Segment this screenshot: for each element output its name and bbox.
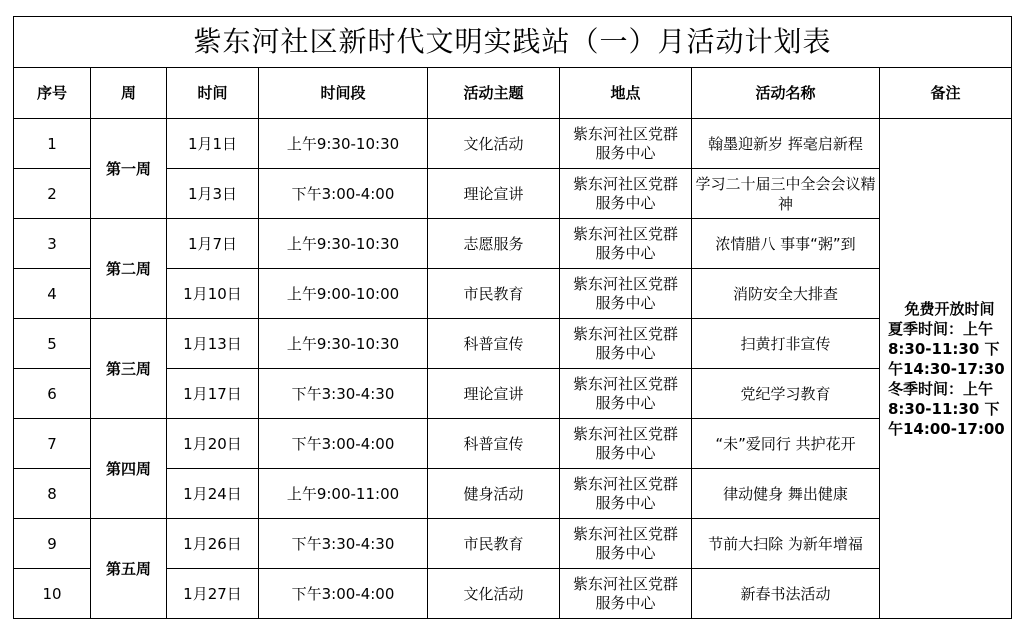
location-line: 紫东河社区党群 — [572, 224, 678, 243]
theme-cell: 文化活动 — [428, 569, 560, 619]
location-line: 紫东河社区党群 — [572, 174, 678, 193]
theme-cell: 科普宣传 — [428, 319, 560, 369]
location-line: 服务中心 — [595, 393, 656, 412]
time-slot-cell: 下午3:30-4:30 — [259, 519, 428, 569]
location-cell — [560, 219, 692, 269]
activity-name-cell: 律动健身 舞出健康 — [692, 469, 880, 519]
location-cell — [560, 169, 692, 219]
theme-cell: 理论宣讲 — [428, 169, 560, 219]
location-cell — [560, 469, 692, 519]
time-slot-cell: 上午9:00-10:00 — [259, 269, 428, 319]
row-number: 10 — [14, 569, 91, 619]
location-line: 服务中心 — [595, 193, 656, 212]
activity-name-cell: 节前大扫除 为新年增福 — [692, 519, 880, 569]
theme-cell: 理论宣讲 — [428, 369, 560, 419]
remarks-line: 午14:30-17:30 — [888, 359, 1005, 378]
column-header: 活动主题 — [428, 68, 560, 119]
location-line: 紫东河社区党群 — [572, 524, 678, 543]
theme-cell: 志愿服务 — [428, 219, 560, 269]
date-cell: 1月26日 — [167, 519, 259, 569]
time-slot-cell: 下午3:00-4:00 — [259, 569, 428, 619]
activity-name-cell: 学习二十届三中全会会议精神 — [692, 169, 880, 219]
row-number: 5 — [14, 319, 91, 369]
theme-cell: 市民教育 — [428, 519, 560, 569]
remarks-line: 8:30-11:30 下 — [888, 339, 1000, 358]
location-line: 服务中心 — [595, 143, 656, 162]
location-line: 服务中心 — [595, 543, 656, 562]
location-line: 紫东河社区党群 — [572, 124, 678, 143]
remarks-line: 夏季时间：上午 — [888, 319, 994, 338]
row-number: 3 — [14, 219, 91, 269]
column-header: 地点 — [560, 68, 692, 119]
date-cell: 1月24日 — [167, 469, 259, 519]
activity-name-cell: “未”爱同行 共护花开 — [692, 419, 880, 469]
table-row — [14, 519, 1012, 569]
location-line: 紫东河社区党群 — [572, 274, 678, 293]
time-slot-cell: 上午9:30-10:30 — [259, 219, 428, 269]
activity-plan-table — [13, 16, 1012, 619]
table-row — [14, 219, 1012, 269]
row-number: 1 — [14, 119, 91, 169]
theme-cell: 科普宣传 — [428, 419, 560, 469]
row-number: 9 — [14, 519, 91, 569]
date-cell: 1月27日 — [167, 569, 259, 619]
theme-cell: 文化活动 — [428, 119, 560, 169]
table-row — [14, 119, 1012, 169]
location-line: 服务中心 — [595, 443, 656, 462]
time-slot-cell: 下午3:00-4:00 — [259, 169, 428, 219]
activity-name-cell: 翰墨迎新岁 挥毫启新程 — [692, 119, 880, 169]
location-cell — [560, 319, 692, 369]
activity-name-cell: 扫黄打非宣传 — [692, 319, 880, 369]
location-cell — [560, 419, 692, 469]
week-cell: 第五周 — [91, 519, 167, 619]
activity-name-cell: 党纪学习教育 — [692, 369, 880, 419]
location-line: 紫东河社区党群 — [572, 424, 678, 443]
time-slot-cell: 上午9:30-10:30 — [259, 319, 428, 369]
row-number: 7 — [14, 419, 91, 469]
location-line: 服务中心 — [595, 293, 656, 312]
column-header: 活动名称 — [692, 68, 880, 119]
week-cell: 第四周 — [91, 419, 167, 519]
table-title: 紫东河社区新时代文明实践站（一）月活动计划表 — [14, 17, 1012, 68]
table-row — [14, 419, 1012, 469]
remarks-line: 午14:00-17:00 — [888, 419, 1005, 438]
time-slot-cell: 上午9:00-11:00 — [259, 469, 428, 519]
column-header: 时间段 — [259, 68, 428, 119]
time-slot-cell: 下午3:30-4:30 — [259, 369, 428, 419]
row-number: 4 — [14, 269, 91, 319]
location-cell — [560, 269, 692, 319]
location-line: 紫东河社区党群 — [572, 374, 678, 393]
location-line: 紫东河社区党群 — [572, 574, 678, 593]
column-header: 备注 — [880, 68, 1012, 119]
date-cell: 1月10日 — [167, 269, 259, 319]
location-cell — [560, 119, 692, 169]
column-header: 时间 — [167, 68, 259, 119]
location-cell — [560, 569, 692, 619]
activity-name-cell: 消防安全大排查 — [692, 269, 880, 319]
table-row — [14, 319, 1012, 369]
location-line: 服务中心 — [595, 243, 656, 262]
remarks-cell — [880, 119, 1012, 619]
activity-name-cell: 新春书法活动 — [692, 569, 880, 619]
location-line: 服务中心 — [595, 493, 656, 512]
theme-cell: 健身活动 — [428, 469, 560, 519]
location-line: 服务中心 — [595, 593, 656, 612]
remarks-line: 8:30-11:30 下 — [888, 399, 1000, 418]
column-header: 序号 — [14, 68, 91, 119]
row-number: 2 — [14, 169, 91, 219]
date-cell: 1月1日 — [167, 119, 259, 169]
location-cell — [560, 369, 692, 419]
week-cell: 第三周 — [91, 319, 167, 419]
date-cell: 1月3日 — [167, 169, 259, 219]
remarks-line: 免费开放时间 — [904, 299, 995, 318]
date-cell: 1月20日 — [167, 419, 259, 469]
activity-name-cell: 浓情腊八 事事“粥”到 — [692, 219, 880, 269]
date-cell: 1月13日 — [167, 319, 259, 369]
row-number: 8 — [14, 469, 91, 519]
column-header: 周 — [91, 68, 167, 119]
remarks-line: 冬季时间：上午 — [888, 379, 994, 398]
theme-cell: 市民教育 — [428, 269, 560, 319]
row-number: 6 — [14, 369, 91, 419]
week-cell: 第一周 — [91, 119, 167, 219]
location-cell — [560, 519, 692, 569]
date-cell: 1月7日 — [167, 219, 259, 269]
date-cell: 1月17日 — [167, 369, 259, 419]
location-line: 服务中心 — [595, 343, 656, 362]
week-cell: 第二周 — [91, 219, 167, 319]
location-line: 紫东河社区党群 — [572, 324, 678, 343]
time-slot-cell: 下午3:00-4:00 — [259, 419, 428, 469]
location-line: 紫东河社区党群 — [572, 474, 678, 493]
time-slot-cell: 上午9:30-10:30 — [259, 119, 428, 169]
